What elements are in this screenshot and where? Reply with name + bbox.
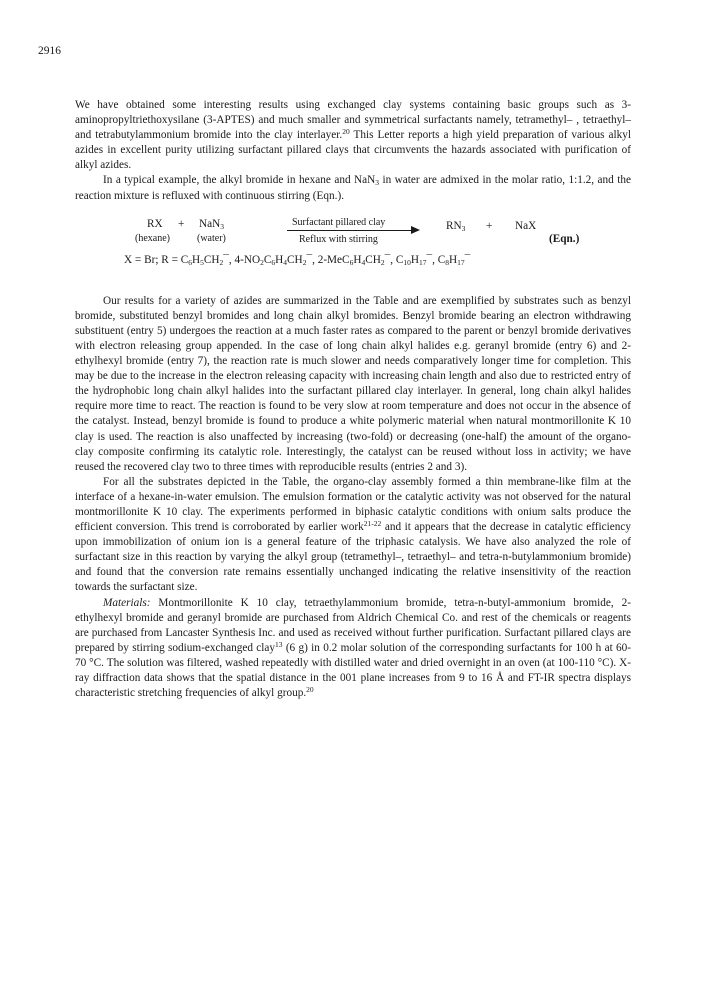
product-nax: NaX [515, 219, 537, 232]
product-rn3: $RN_3$ [446, 219, 466, 233]
plus-sign: + [178, 217, 185, 230]
citation-20: 20 [342, 127, 350, 137]
solvent-water: (water) [197, 232, 226, 244]
citation-13: 13 [275, 639, 283, 649]
citation-21-22: 21-22 [363, 519, 382, 529]
arrow-head-icon [411, 226, 420, 234]
article-body [75, 98, 631, 701]
reaction-equation [75, 211, 631, 271]
citation-20-b: 20 [306, 685, 314, 695]
solvent-hexane: (hexane) [135, 232, 170, 244]
paragraph-procedure: In a typical example, the alkyl bromide in hexane and NaN$_3$ in water are admixed in the molar ratio, 1:1.2, and the reaction mixture is refluxed with continuous stirring (Eqn.). [75, 174, 631, 202]
page-number: 2916 [38, 45, 61, 57]
plus-sign-2: + [486, 219, 493, 232]
equation-label: (Eqn.) [549, 232, 580, 245]
reactant-rx: RX [147, 217, 163, 230]
paragraph-discussion: For all the substrates depicted in the Table, the organo-clay assembly formed a thin membrane-like film at the interface of a hexane-in-water emulsion. The emulsion formation or the catalytic activity was not observed for the natural montmorillonite K 10 clay. The experiments performed in biphasic catalytic conditions with onium salts produce the efficient conversion. This trend is corroborated by earlier work$^{21-22}$ and it appears that the decrease in catalytic efficiency upon immobilization of onium ion is a general feature of the triphasic catalysis. We have also analyzed the role of surfactant size in this reaction by varying the alkyl group (tetramethyl–, tetraethyl– and tetra-n-butylammonium bromide) and found that the conversion rate remains essentially unchanged indicating the relative insensitivity of the reaction towards the surfactant size. [75, 475, 631, 594]
substituent-definitions: X = Br; $R = C_6H_5CH_2¯$, $4-NO_2C_6H_4CH_2¯$, $2-MeC_6H_4CH_2¯$, $C_{10}H_{17}¯$, $C_8H_{17}¯$ [124, 253, 471, 267]
materials-heading: Materials: [103, 596, 151, 609]
condition-catalyst: Surfactant pillared clay [292, 216, 386, 228]
reactant-nan3: NaN$_3$ [199, 217, 224, 231]
reaction-arrow [287, 230, 417, 231]
paragraph-intro: We have obtained some interesting results using exchanged clay systems containing basic groups such as 3-aminopropyltriethoxysilane (3-APTES) and much smaller and symmetrical surfactants namely, tetramethyl– , tetraethyl– and tetrabutylammonium bromide into the clay interlayer.$^{20}$ This Letter reports a high yield preparation of various alkyl azides in excellent purity utilizing surfactant pillared clays that circumvents the hazards associated with purification of alkyl azides. [75, 99, 631, 172]
paragraph-results: Our results for a variety of azides are summarized in the Table and are exemplified by substrates such as benzyl bromide, substituted benzyl bromides and long chain alkyl bromides. Benzyl bromide bearing an electron withdrawing substituent (entry 5) undergoes the reaction at a much faster rates as compared to the parent or benzyl bromide derivatives with electron releasing group appended. In the case of long chain alkyl halides e.g. geranyl bromide (entry 6) and 2-ethylhexyl bromide (entry 7), the reaction rate is much slower and needs comparatively longer time for completion. This may be due to the increase in the electron releasing capacity with increasing chain length and also due to restricted entry of the hydrophobic long chain alkyl halides into the surfactant pillared clay interlayer. In general, long chain alkyl halides require more time to react. The reaction is found to be very slow at room temperature and does not occur in the absence of the catalyst. Instead, benzyl bromide is found to produce a white polymeric material when natural montmorillonite K 10 clay is used. The reaction is also unaffected by increasing (two-fold) or decreasing (one-half) the amount of the organo-clay composite confirming its catalytic role. Interestingly, the catalyst can be reused without loss in activity; we have reused the recovered clay two to three times with reproducible results (entries 2 and 3). [75, 294, 631, 473]
paragraph-materials: Materials: Montmorillonite K 10 clay, tetraethylammonium bromide, tetra-n-butyl-ammonium bromide, 2-ethylhexyl bromide and geranyl bromide are purchased from Aldrich Chemical Co. and rest of the chemicals or reagents are purchased from Lancaster Synthesis Inc. and used as received without further purification. Surfactant pillared clays are prepared by stirring sodium-exchanged clay$^{13}$ (6 g) in 0.2 molar solution of the corresponding surfactants for 100 h at 60-70 °C. The solution was filtered, washed repeatedly with distilled water and dried overnight in an oven (at 100-110 °C). X-ray diffraction data shows that the spatial distance in the 001 plane increases from 9 to 16 Å and FT-IR spectra displays characteristic stretching frequencies of alkyl group.$^{20}$ [75, 596, 631, 700]
condition-reflux: Reflux with stirring [299, 233, 378, 245]
